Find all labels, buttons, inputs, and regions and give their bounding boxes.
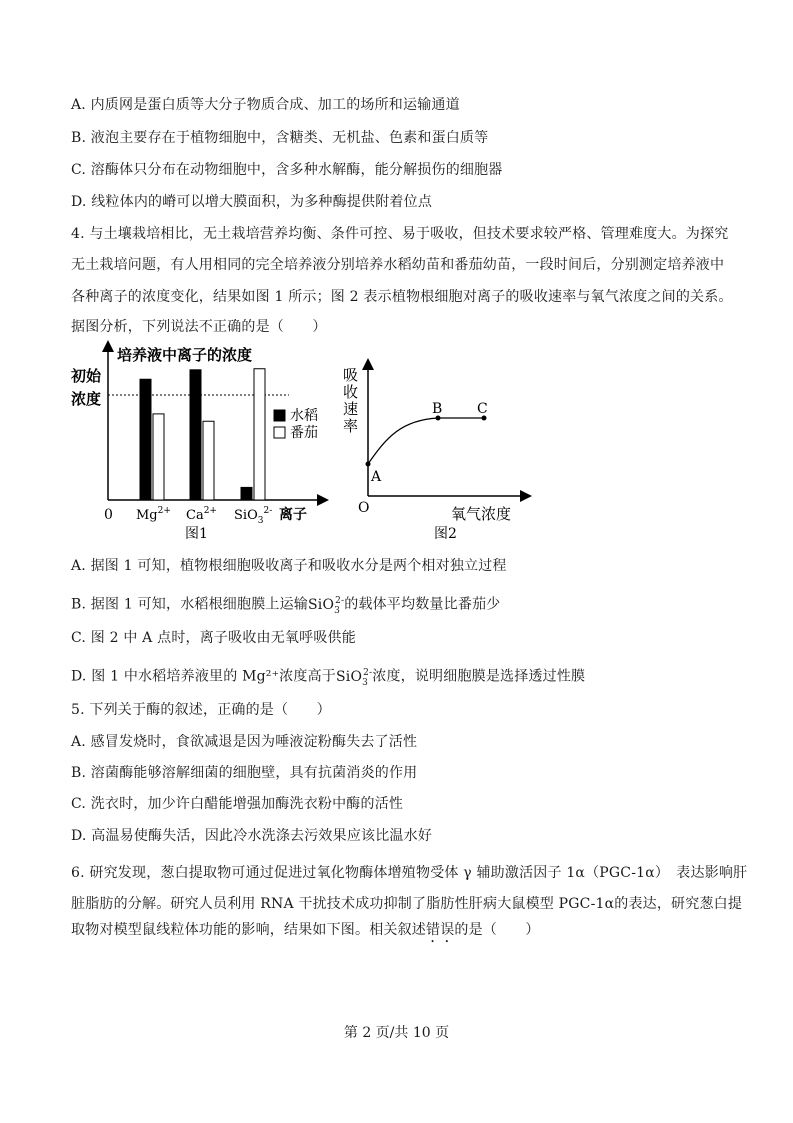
bar-tomato-1: [203, 421, 214, 500]
figure-1: [71, 346, 323, 542]
bar-tomato-2: [254, 369, 265, 500]
bar-rice-0: [140, 379, 151, 500]
absorption-curve: [368, 418, 484, 464]
page-footer: 第 2 页/共 10 页: [343, 1025, 450, 1041]
question-4-line-2: 无土栽培问题，有人用相同的完全培养液分别培养水稻幼苗和番茄幼苗，一段时间后，分别测定培养液中: [71, 257, 725, 273]
point-a-label: A: [371, 469, 382, 485]
legend-tomato-swatch: [274, 427, 285, 438]
bar-rice-1: [190, 370, 201, 500]
question-6-line-3: 取物对模型鼠线粒体功能的影响，结果如下图。相关叙述错误的是（ ）: [71, 922, 540, 938]
question-6-line-1: 6. 研究发现，葱白提取物可通过促进过氧化物酶体增殖物受体 γ 辅助激活因子 1α（PGC-1α） 表达影响肝: [71, 865, 748, 881]
figure-svg: [71, 338, 541, 543]
fig2-caption: 图2: [434, 526, 457, 542]
legend-rice-swatch: [274, 410, 285, 421]
option-5d: D. 高温易使酶失活，因此冷水洗涤去污效果应该比温水好: [71, 828, 433, 844]
initial-label-2: 浓度: [71, 390, 102, 408]
point-b-label: B: [432, 401, 443, 417]
fig2-ylabel: 吸收速率: [343, 366, 359, 435]
legend-tomato-label: 番茄: [290, 425, 318, 441]
tick-sio: SiO$_3^{2-}$: [234, 506, 273, 526]
option-4c: C. 图 2 中 A 点时，离子吸收由无氧呼吸供能: [71, 630, 356, 646]
question-4-line-3: 各种离子的浓度变化，结果如图 1 所示；图 2 表示植物根细胞对离子的吸收速率与氧气浓度之间的关系。: [71, 289, 733, 305]
option-5c: C. 洗衣时，加少许白醋能增强加酶洗衣粉中酶的活性: [71, 796, 404, 812]
point-c-label: C: [477, 401, 488, 417]
option-4b-text-1: B. 据图 1 可知，水稻根细胞膜上运输: [71, 596, 308, 613]
fig1-caption: 图1: [185, 526, 208, 542]
option-3b: B. 液泡主要存在于植物细胞中，含糖类、无机盐、色素和蛋白质等: [71, 130, 489, 146]
emphasized-word: 错误: [426, 922, 455, 938]
initial-label-1: 初始: [71, 367, 102, 385]
point-a-marker: [366, 462, 371, 467]
question-4-line-1: 4. 与土壤栽培相比，无土栽培营养均衡、条件可控、易于吸收，但技术要求较严格、管理难度大。为探究: [71, 226, 729, 242]
fig2-xlabel: 氧气浓度: [451, 505, 512, 523]
tick-mg: $Mg^{2+}$: [136, 506, 171, 523]
fig1-ylabel: 培养液中离子的浓度: [117, 346, 253, 364]
question-5: 5. 下列关于酶的叙述，正确的是（ ）: [71, 702, 331, 718]
fig1-origin: 0: [104, 507, 113, 523]
fig1-xlabel: 离子: [279, 507, 307, 523]
question-6-line-2: 脏脂肪的分解。研究人员利用 RNA 干扰技术成功抑制了脂肪性肝病大鼠模型 PGC-1α的表达，研究葱白提: [71, 896, 743, 912]
option-4d-text-1: D. 图 1 中水稻培养液里的 Mg²⁺浓度高于: [71, 668, 336, 685]
option-3c: C. 溶酶体只分布在动物细胞中，含多种水解酶，能分解损伤的细胞器: [71, 162, 503, 178]
question-4-line-4: 据图分析，下列说法不正确的是（ ）: [71, 319, 327, 335]
figure-2: [343, 364, 526, 542]
option-4b: [71, 592, 500, 619]
option-4a: A. 据图 1 可知，植物根细胞吸收离子和吸收水分是两个相对独立过程: [71, 558, 507, 574]
option-4b-text-2: 的载体平均数量比番茄少: [344, 596, 501, 613]
silicate-formula: SiO$_3^{2-}$: [308, 596, 345, 616]
bar-rice-2: [241, 487, 252, 500]
silicate-formula: SiO$_3^{2-}$: [335, 668, 373, 688]
option-3d: D. 线粒体内的嵴可以增大膜面积，为多种酶提供附着位点: [71, 194, 433, 210]
option-4d-text-2: 浓度，说明细胞膜是选择透过性膜: [372, 668, 586, 685]
bar-tomato-0: [153, 414, 164, 500]
tick-ca: $Ca^{2+}$: [186, 506, 217, 523]
legend-rice-label: 水稻: [290, 408, 318, 424]
figures: [71, 338, 541, 543]
option-3a: A. 内质网是蛋白质等大分子物质合成、加工的场所和运输通道: [71, 97, 460, 113]
option-5a: A. 感冒发烧时，食欲减退是因为唾液淀粉酶失去了活性: [71, 734, 418, 750]
option-5b: B. 溶菌酶能够溶解细菌的细胞壁，具有抗菌消炎的作用: [71, 765, 418, 781]
fig2-origin: O: [358, 500, 370, 516]
option-4d: [71, 664, 585, 691]
